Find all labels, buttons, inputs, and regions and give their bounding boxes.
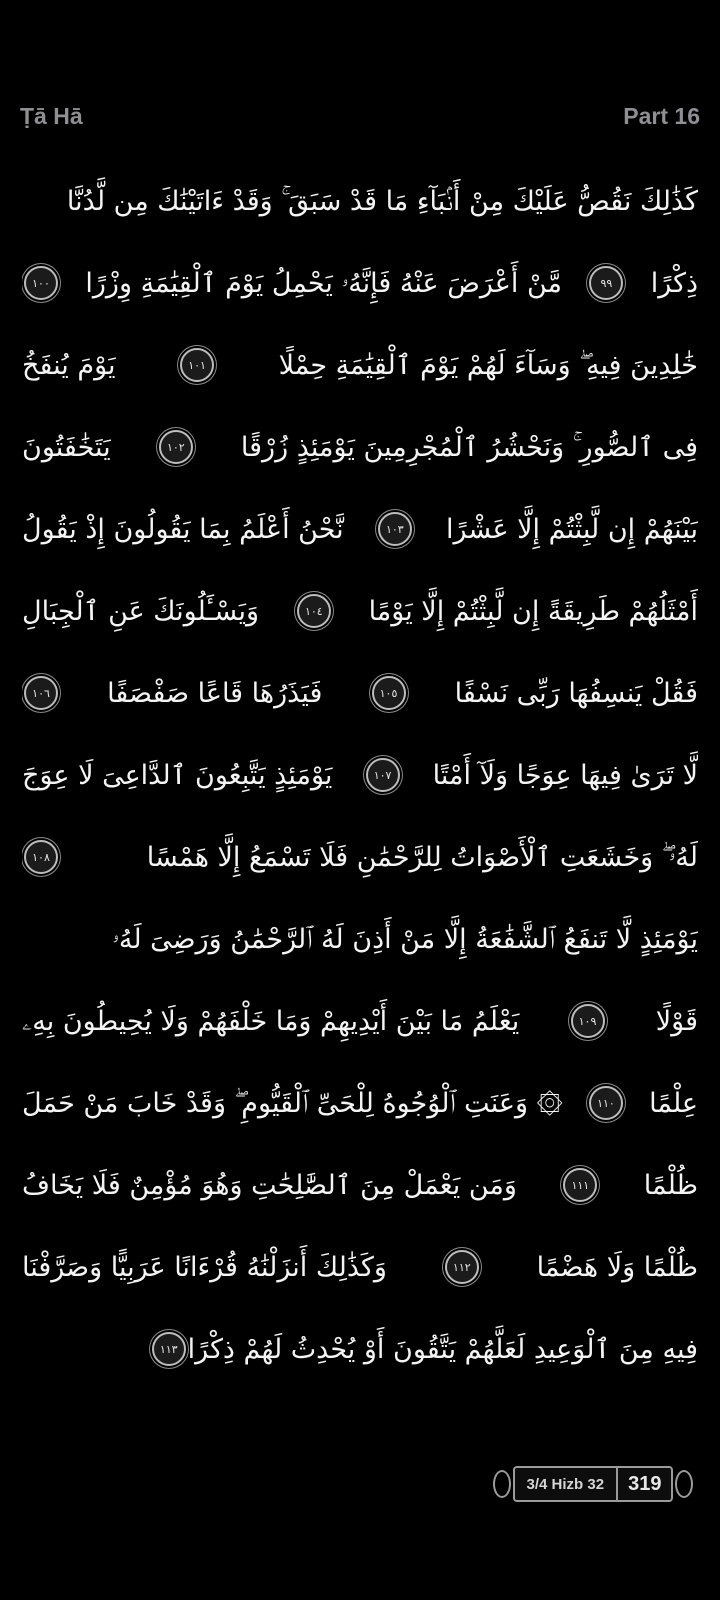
verse-line[interactable]: [22, 570, 698, 652]
ayah-number-marker-icon[interactable]: ١١٠: [589, 1086, 623, 1120]
verse-line[interactable]: [22, 652, 698, 734]
hizb-indicator: 3/4 Hizb 32: [515, 1468, 619, 1500]
verse-line[interactable]: [22, 1226, 698, 1308]
ayah-number-marker-icon[interactable]: ١٠٣: [378, 512, 412, 546]
verse-text[interactable]: أَمْثَلُهُمْ طَرِيقَةً إِن لَّبِثْتُمْ إِلَّا يَوْمًا: [368, 595, 698, 627]
verse-line[interactable]: [22, 488, 698, 570]
verse-text[interactable]: يَتَخَٰفَتُونَ: [22, 431, 111, 463]
ayah-number-marker-icon[interactable]: ١٠٩: [571, 1004, 605, 1038]
verse-text[interactable]: فِيهِ مِنَ ٱلْوَعِيدِ لَعَلَّهُمْ يَتَّقُونَ أَوْ يُحْدِثُ لَهُمْ ذِكْرًا: [187, 1333, 698, 1365]
verse-text[interactable]: عِلْمًا: [649, 1087, 698, 1119]
verse-text[interactable]: وَيَسْـَٔلُونَكَ عَنِ ٱلْجِبَالِ: [22, 595, 260, 627]
verse-line[interactable]: [22, 324, 698, 406]
verse-text[interactable]: خَٰلِدِينَ فِيهِ ۖ وَسَآءَ لَهُمْ يَوْمَ ٱلْقِيَٰمَةِ حِمْلًا: [278, 349, 698, 381]
verse-line[interactable]: [22, 406, 698, 488]
verse-text[interactable]: ۞ وَعَنَتِ ٱلْوُجُوهُ لِلْحَىِّ ٱلْقَيُّومِ ۖ وَقَدْ خَابَ مَنْ حَمَلَ: [22, 1087, 563, 1119]
verse-text[interactable]: مَّنْ أَعْرَضَ عَنْهُ فَإِنَّهُۥ يَحْمِلُ يَوْمَ ٱلْقِيَٰمَةِ وِزْرًا: [85, 267, 562, 299]
ayah-number-marker-icon[interactable]: ١١١: [563, 1168, 597, 1202]
verse-text[interactable]: وَمَن يَعْمَلْ مِنَ ٱلصَّٰلِحَٰتِ وَهُوَ مُؤْمِنٌ فَلَا يَخَافُ: [22, 1169, 517, 1201]
verse-text[interactable]: كَذَٰلِكَ نَقُصُّ عَلَيْكَ مِنْ أَنۢبَآءِ مَا قَدْ سَبَقَ ۚ وَقَدْ ءَاتَيْنَٰكَ مِن لَّدُنَّا: [66, 185, 698, 217]
verse-text[interactable]: يَعْلَمُ مَا بَيْنَ أَيْدِيهِمْ وَمَا خَلْفَهُمْ وَلَا يُحِيطُونَ بِهِۦ: [22, 1005, 520, 1037]
verse-text[interactable]: قَوْلًا: [655, 1005, 698, 1037]
verse-line[interactable]: [22, 1308, 698, 1390]
ayah-number-marker-icon[interactable]: ١١٢: [445, 1250, 479, 1284]
verse-line[interactable]: [22, 980, 698, 1062]
verse-text[interactable]: بَيْنَهُمْ إِن لَّبِثْتُمْ إِلَّا عَشْرًا: [445, 513, 698, 545]
verse-line[interactable]: [22, 1062, 698, 1144]
ayah-number-marker-icon[interactable]: ١٠٨: [24, 840, 58, 874]
ayah-number-marker-icon[interactable]: ١١٣: [152, 1332, 186, 1366]
ayah-number-marker-icon[interactable]: ٩٩: [589, 266, 623, 300]
verse-text[interactable]: ذِكْرًا: [650, 267, 698, 299]
page-footer: [487, 1466, 699, 1502]
verse-line[interactable]: [22, 242, 698, 324]
footer-right-ornament-icon: [675, 1470, 693, 1498]
page-header: [20, 98, 700, 134]
verse-line[interactable]: [22, 1144, 698, 1226]
verse-text[interactable]: فَقُلْ يَنسِفُهَا رَبِّى نَسْفًا: [454, 677, 698, 709]
verse-text[interactable]: فِى ٱلصُّورِ ۚ وَنَحْشُرُ ٱلْمُجْرِمِينَ يَوْمَئِذٍ زُرْقًا: [240, 431, 698, 463]
verse-text[interactable]: يَوْمَئِذٍ يَتَّبِعُونَ ٱلدَّاعِىَ لَا عِوَجَ: [22, 759, 333, 791]
verse-text[interactable]: ظُلْمًا: [643, 1169, 698, 1201]
surah-name: Ṭā Hā: [20, 102, 83, 129]
footer-left-ornament-icon: [493, 1470, 511, 1498]
page-info-box: [513, 1466, 674, 1502]
verse-text[interactable]: ظُلْمًا وَلَا هَضْمًا: [536, 1251, 698, 1283]
verse-line[interactable]: [22, 734, 698, 816]
verse-line[interactable]: [22, 160, 698, 242]
quran-page-text[interactable]: [22, 160, 698, 1390]
ayah-number-marker-icon[interactable]: ١٠٤: [297, 594, 331, 628]
verse-text[interactable]: لَّا تَرَىٰ فِيهَا عِوَجًا وَلَآ أَمْتًا: [432, 759, 698, 791]
ayah-number-marker-icon[interactable]: ١٠٧: [366, 758, 400, 792]
ayah-number-marker-icon[interactable]: ١٠٦: [24, 676, 58, 710]
ayah-number-marker-icon[interactable]: ١٠٥: [372, 676, 406, 710]
verse-text[interactable]: يَوْمَ يُنفَخُ: [22, 349, 116, 381]
verse-text[interactable]: نَّحْنُ أَعْلَمُ بِمَا يَقُولُونَ إِذْ يَقُولُ: [22, 513, 344, 545]
ayah-number-marker-icon[interactable]: ١٠٠: [24, 266, 58, 300]
page-number: 319: [628, 1472, 662, 1495]
verse-line[interactable]: [22, 816, 698, 898]
part-label: Part 16: [623, 102, 700, 129]
verse-text[interactable]: لَهُۥ ۖ وَخَشَعَتِ ٱلْأَصْوَاتُ لِلرَّحْمَٰنِ فَلَا تَسْمَعُ إِلَّا هَمْسًا: [146, 841, 698, 873]
ayah-number-marker-icon[interactable]: ١٠١: [180, 348, 214, 382]
verse-text[interactable]: فَيَذَرُهَا قَاعًا صَفْصَفًا: [107, 677, 323, 709]
verse-text[interactable]: يَوْمَئِذٍ لَّا تَنفَعُ ٱلشَّفَٰعَةُ إِلَّا مَنْ أَذِنَ لَهُ ٱلرَّحْمَٰنُ وَرَضِىَ لَهُۥ: [112, 923, 698, 955]
verse-line[interactable]: [22, 898, 698, 980]
ayah-number-marker-icon[interactable]: ١٠٢: [159, 430, 193, 464]
verse-text[interactable]: وَكَذَٰلِكَ أَنزَلْنَٰهُ قُرْءَانًا عَرَبِيًّا وَصَرَّفْنَا: [22, 1251, 387, 1283]
